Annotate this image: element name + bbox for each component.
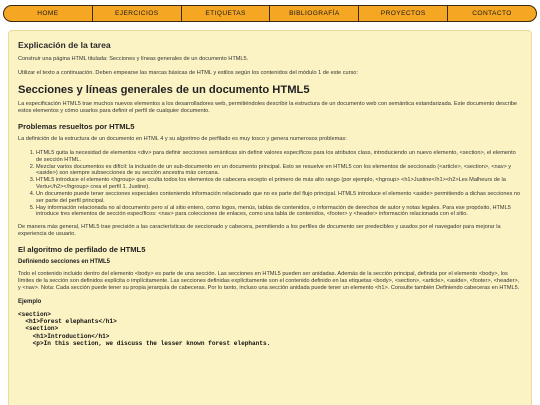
article-title: Secciones y líneas generales de un documento HTML5 xyxy=(18,84,310,96)
problems-list xyxy=(36,150,522,218)
nav-item-proyectos[interactable]: PROYECTOS xyxy=(358,6,447,21)
problems-outro: De manera más general, HTML5 trae precisión a las características de seccionado y cabecera, permitiendo a los perfiles de documento ser predecibles y usados por el navegador para mejorar la experiencia de usuario. xyxy=(18,223,501,237)
algorithm-heading: El algoritmo de perfilado de HTML5 xyxy=(18,244,146,254)
task-line-1: Construir una página HTML titulada: Secciones y líneas generales de un documento HTML5. xyxy=(18,56,249,62)
list-item: 4. Un documento puede tener secciones especiales conteniendo información relacionado que no es parte del flujo principal. HTML5 introduce el elemento <aside> permitiendo a dichas secciones no ser parte del perfil principal. xyxy=(36,191,522,204)
code-example: <section> <h1>Forest elephants</h1> <section> <h1>Introduction</h1> <p>In this section, we discuss the lesser known forest elephants. xyxy=(18,310,271,347)
example-heading: Ejemplo xyxy=(18,298,42,305)
nav-item-bibliografia[interactable]: BIBLIOGRAFÍA xyxy=(269,6,358,21)
list-item: 5. Hay información relacionada no al documento pero sí al sitio entero, como logos, menús, tablas de contenidos, o información de derechos de autor y notas legales. Para ese propósito, HTML5 introduce tres elementos de sección específicos: <nav> para colecciones de enlaces, como una tabla de contenidos, <footer> y <header> información relacionada con el sitio. xyxy=(36,205,522,218)
list-item: 2. Mezclar varios documentos es difícil: la inclusión de un sub-documento en un documento principal. Esto se resuelve en HTML5 con los elementos de seccionado (<article>, <section>, <nav> y <aside>) son siempre subsecciones de su sección ancestra más cercana. xyxy=(36,164,522,177)
task-title: Explicación de la tarea xyxy=(18,40,111,50)
content-panel xyxy=(8,30,532,405)
problems-heading: Problemas resueltos por HTML5 xyxy=(18,122,135,131)
nav-item-home[interactable]: HOME xyxy=(37,10,59,17)
list-item: 3. HTML5 introduce el elemento <hgroup> que oculta todos los elementos de cabecera excepto el primero de más alto rango (por ejemplo, <hgroup> <h1>Justine</h1><h2>Les Malheurs de la Vertu</h2></hgroup> crea el perfil 1. Justine). xyxy=(36,177,522,190)
nav-item-ejercicios[interactable]: EJERCICIOS xyxy=(92,6,181,21)
nav-item-contacto[interactable]: CONTACTO xyxy=(447,6,536,21)
main-nav xyxy=(3,5,537,22)
nav-item-etiquetas[interactable]: ETIQUETAS xyxy=(181,6,270,21)
list-item: 1. HTML5 quita la necesidad de elementos <div> para definir secciones semánticas sin definir valores específicos para los atributos class, introduciendo un nuevo elemento, <section>, el elemento de sección HTML. xyxy=(36,150,522,163)
defining-heading: Definiendo secciones en HTML5 xyxy=(18,258,111,265)
article-intro: La especificación HTML5 trae muchos nuevos elementos a los desarrolladores web, permitiéndoles describir la estructura de un documento web con semántica estandarizada. Este documento describe estos elementos y cómo usarlos para definir el perfil de cualquier documento. xyxy=(18,101,518,114)
task-line-2: Utilizar el texto a continuación. Deben empearse las marcas básicas de HTML y estilos según los contenidos del módulo 1 de este curso: xyxy=(18,70,358,76)
problems-intro: La definición de la estructura de un documento en HTML 4 y su algoritmo de perfilado es muy tosco y genera numerosos problemas: xyxy=(18,136,347,142)
defining-text: Todo el contenido incluido dentro del elemento <body> es parte de una sección. Las secciones en HTML5 pueden ser anidadas. Además de la sección principal, definida por el elemento <body>, los límites de la sección son definidos explícita o implícitamente. Las secciones definidas explícitamente son el contenido definido en las etiquetas <body>, <section>, <article>, <aside>, <footer>, <header>, y <nav>. Nota: Cada sección puede tener su propia jerarquía de cabeceras. Por lo tanto, incluso una sección anidada puede tener un elemento <h1>. Consulte también Definiendo cabeceras en HTML5. xyxy=(18,270,520,291)
